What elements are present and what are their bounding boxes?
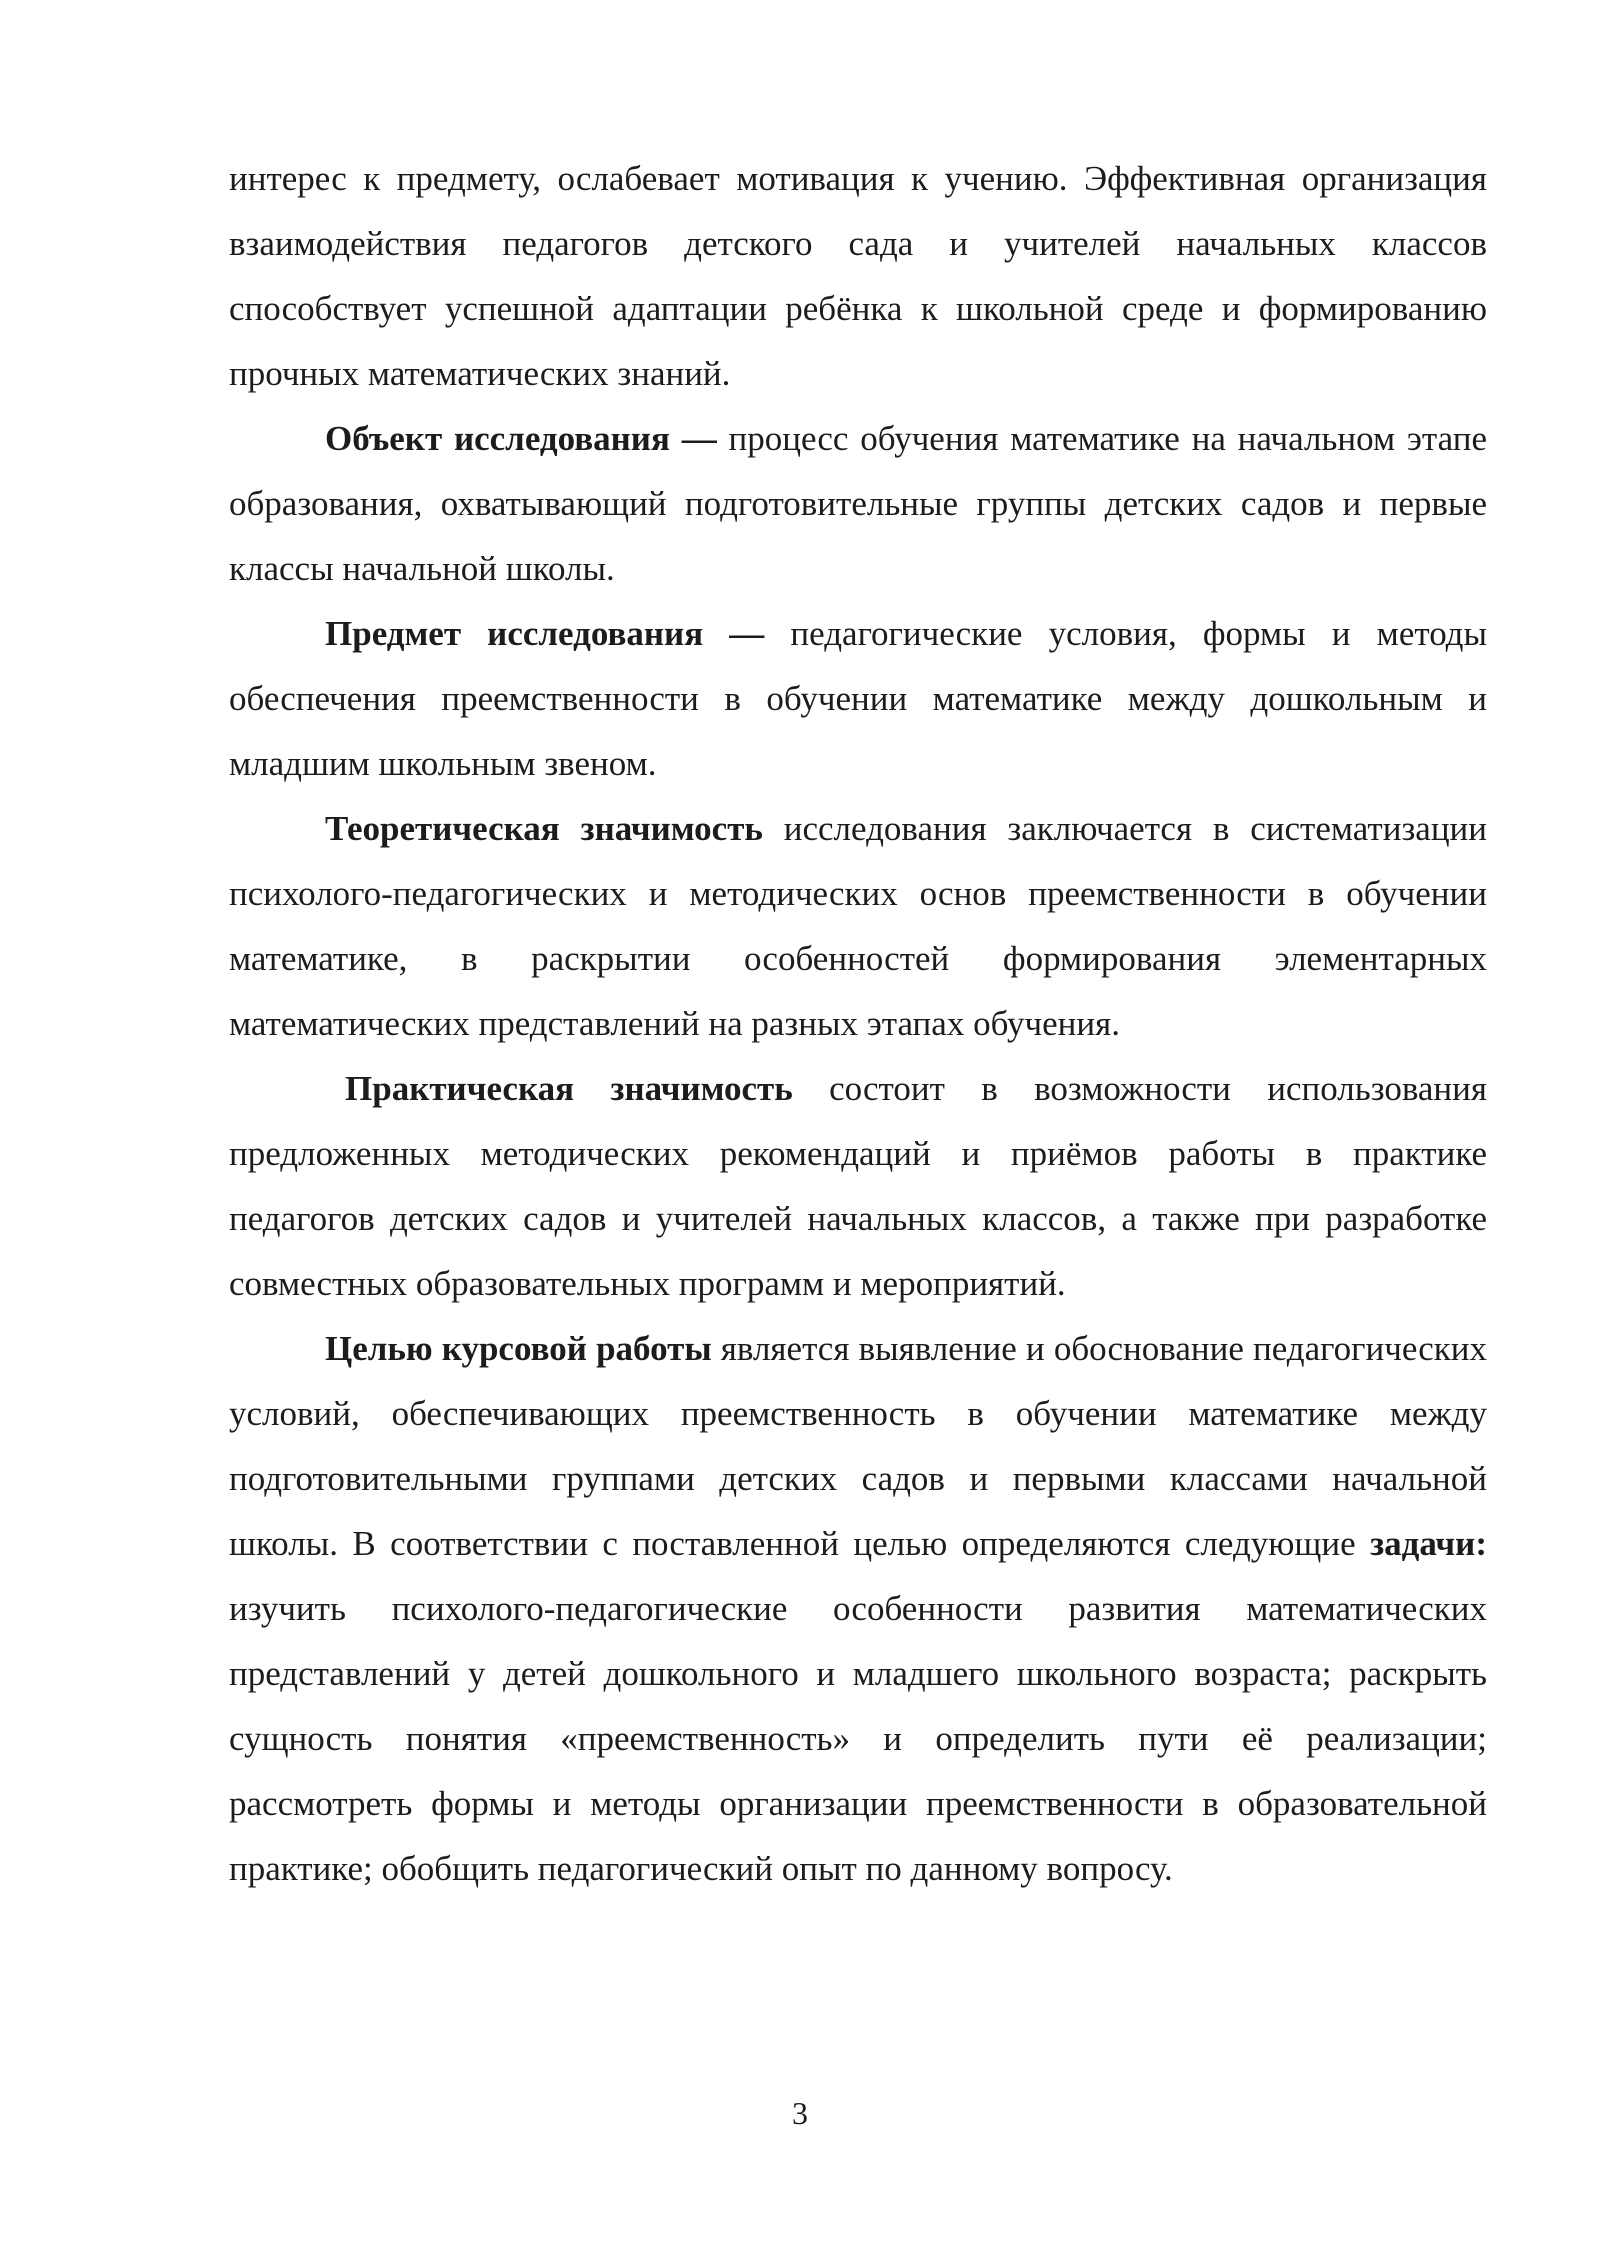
paragraph-text: педагогические условия, формы и методы обеспечения преемственности в обучении математике между дошкольным и младшим школьным звеном.	[229, 614, 1488, 783]
paragraph-research-subject	[229, 601, 1487, 796]
paragraph-research-object	[229, 406, 1487, 601]
paragraph-heading: Целью курсовой работы	[325, 1329, 712, 1368]
paragraph-heading: Теоретическая значимость	[325, 809, 763, 848]
paragraph-text: состоит в возможности использования предложенных методических рекомендаций и приёмов работы в практике педагогов детских садов и учителей начальных классов, а также при разработке совместных образовательных программ и мероприятий.	[229, 1069, 1487, 1303]
page-number: 3	[792, 2095, 808, 2131]
paragraph-text: интерес к предмету, ослабевает мотивация к учению. Эффективная организация взаимодействия педагогов детского сада и учителей начальных классов способствует успешной адаптации ребёнка к школьной среде и формированию прочных математических знаний.	[229, 159, 1487, 393]
paragraph-theoretical-significance	[229, 796, 1487, 1056]
tasks-heading: задачи:	[1370, 1524, 1487, 1563]
paragraph-goal-and-tasks	[229, 1316, 1487, 1901]
paragraph-continuation	[229, 146, 1487, 406]
page-body	[229, 146, 1487, 1901]
paragraph-heading: Практическая значимость	[345, 1069, 793, 1108]
paragraph-practical-significance	[229, 1056, 1487, 1316]
paragraph-text: исследования заключается в систематизации психолого-педагогических и методических основ преемственности в обучении математике, в раскрытии особенностей формирования элементарных математических представлений на разных этапах обучения.	[229, 809, 1488, 1043]
paragraph-heading: Объект исследования —	[325, 419, 717, 458]
paragraph-heading: Предмет исследования —	[325, 614, 765, 653]
paragraph-text: изучить психолого-педагогические особенности развития математических представлений у детей дошкольного и младшего школьного возраста; раскрыть сущность понятия «преемственность» и определить пути её реализации; рассмотреть формы и методы организации преемственности в образовательной практике; обобщить педагогический опыт по данному вопросу.	[229, 1589, 1487, 1888]
paragraph-text: является выявление и обоснование педагогических условий, обеспечивающих преемственность в обучении математике между подготовительными группами детских садов и первыми классами начальной школы. В соответствии с поставленной целью определяются следующие	[229, 1329, 1487, 1563]
paragraph-text: процесс обучения математике на начальном этапе образования, охватывающий подготовительные группы детских садов и первые классы начальной школы.	[229, 419, 1487, 588]
